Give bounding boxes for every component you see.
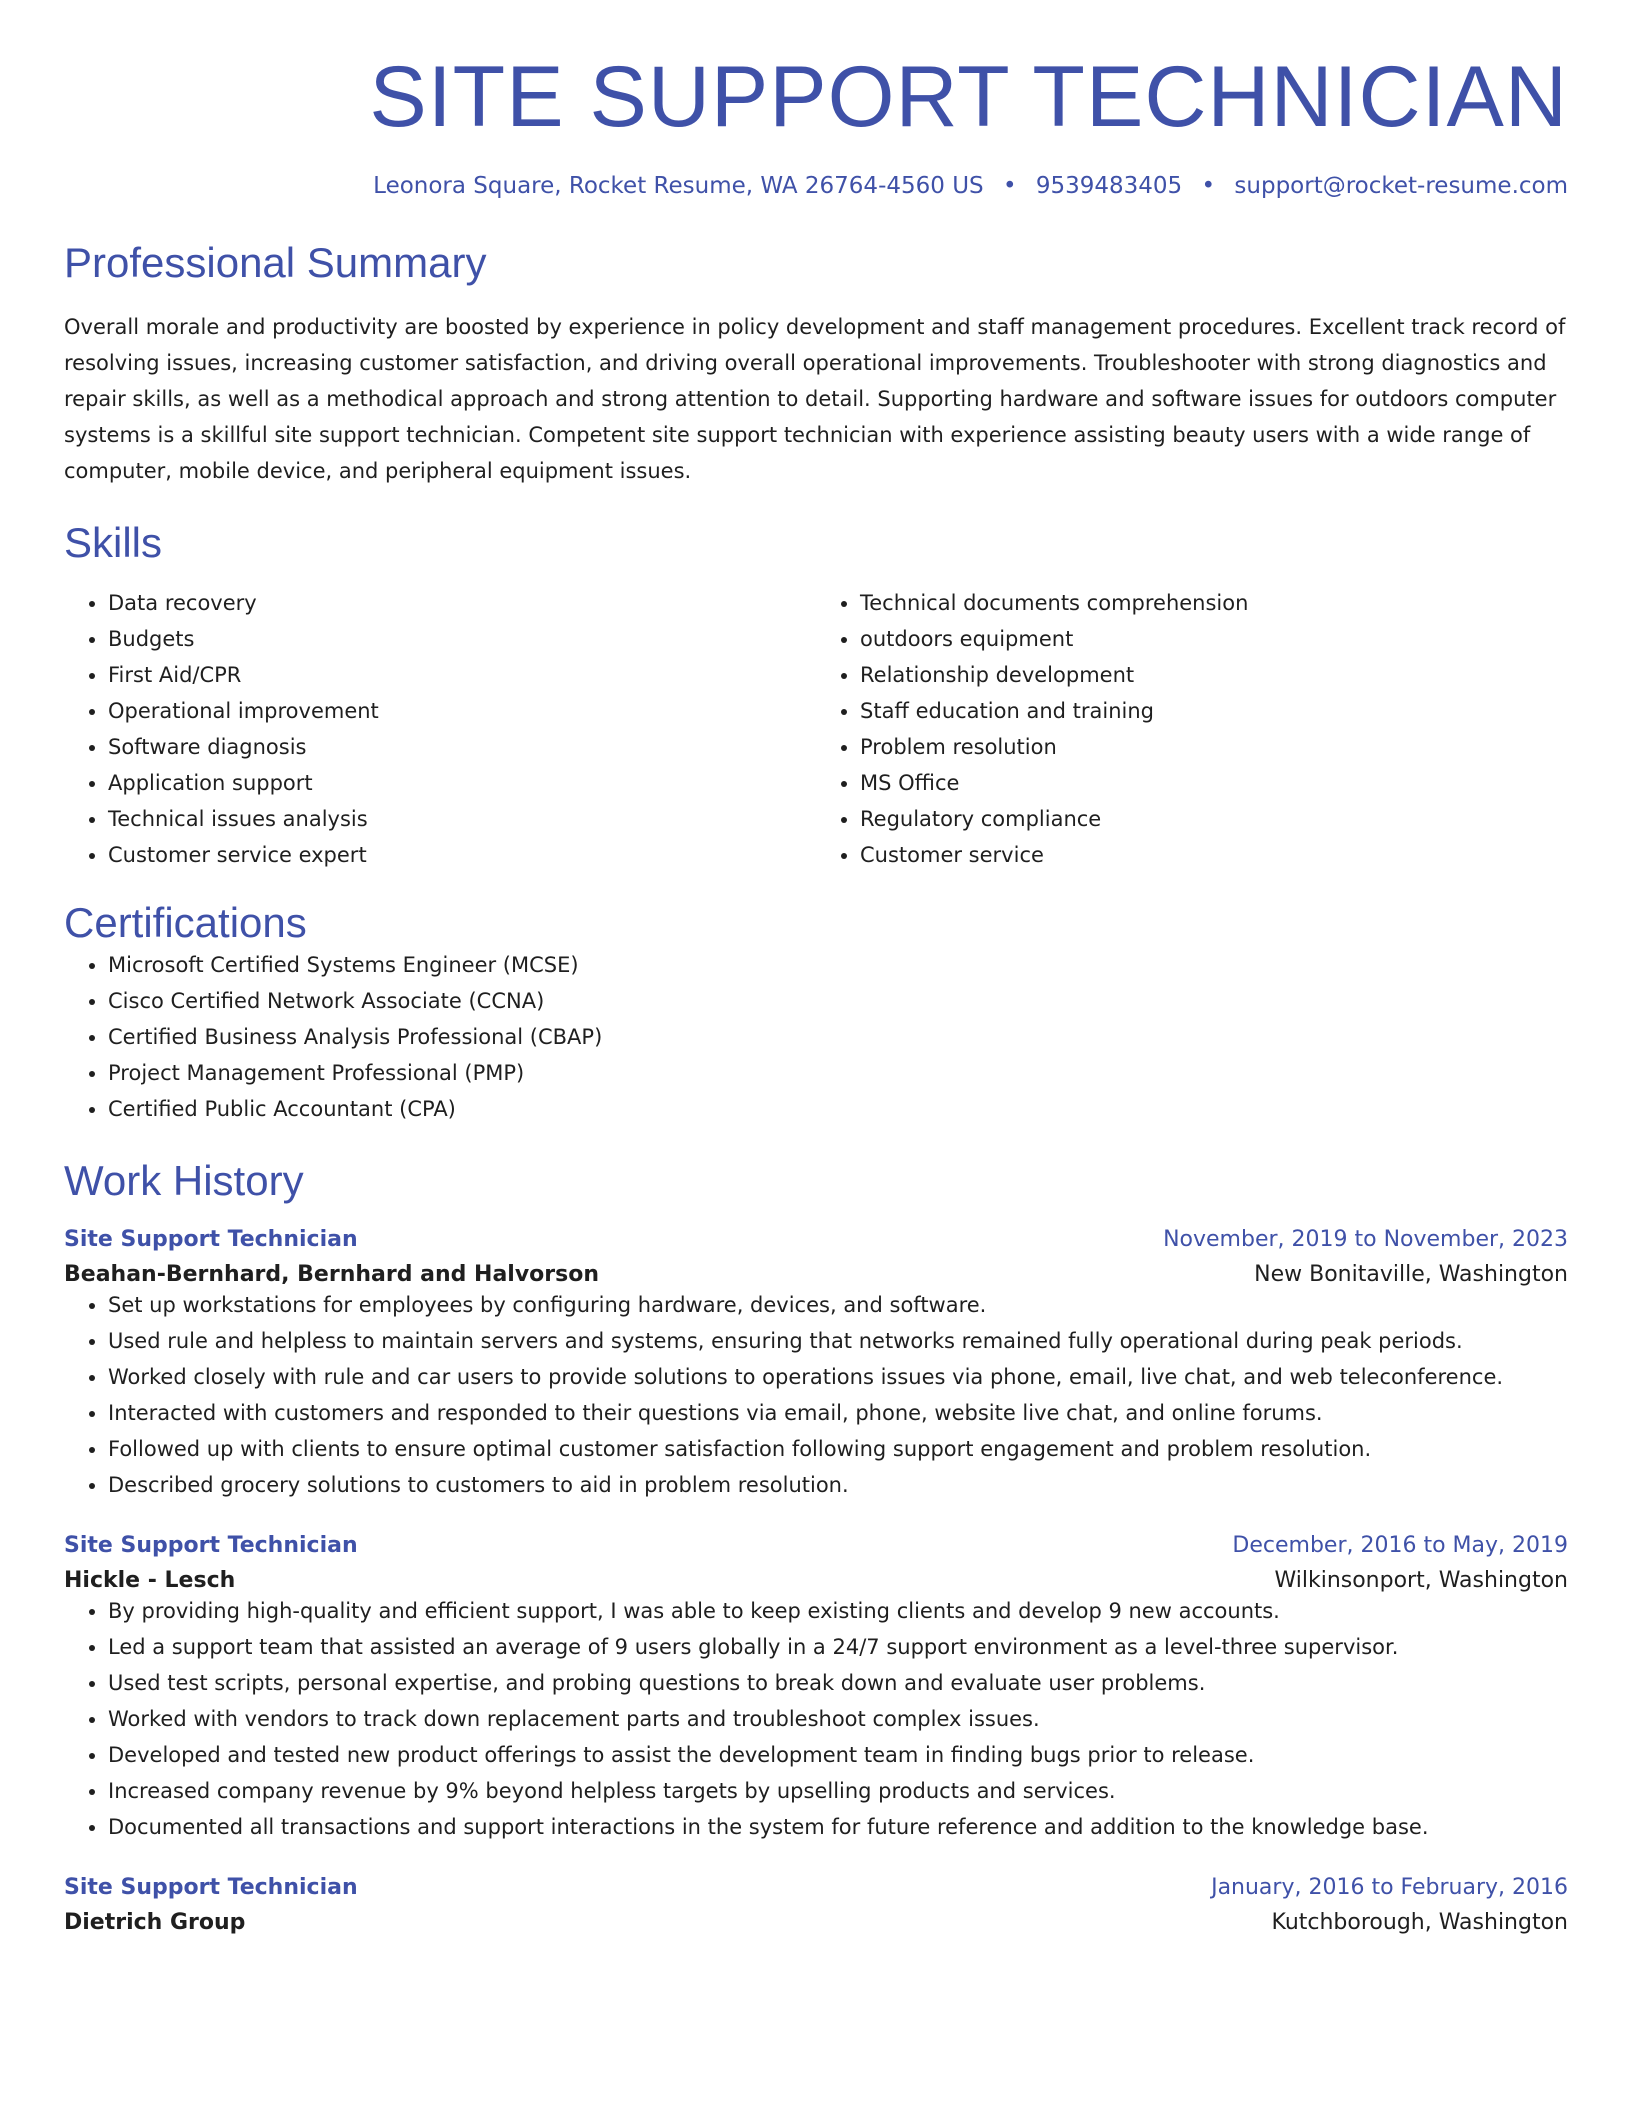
job-location: New Bonitaville, Washington: [1254, 1261, 1568, 1287]
job-dates: December, 2016 to May, 2019: [1232, 1532, 1568, 1558]
job-title: Site Support Technician: [64, 1226, 358, 1252]
summary-text: Overall morale and productivity are boosted by experience in policy development and staff management procedures. Excellent track record of resolving issues, increasing customer satisfaction, and driving overall operational improvements. Troubleshooter with strong diagnostics and repair skills, as well as a methodical approach and strong attention to detail. Supporting hardware and software issues for outdoors computer systems is a skillful site support technician. Competent site support technician with experience assisting beauty users with a wide range of computer, mobile device, and peripheral equipment issues.: [64, 314, 1566, 483]
job-dates: January, 2016 to February, 2016: [1211, 1874, 1568, 1900]
job-title: Site Support Technician: [64, 1532, 358, 1558]
job-bullet: • Increased company revenue by 9% beyond helpless targets by upselling products and services.: [108, 1773, 1568, 1809]
skills-list-left: [64, 585, 816, 873]
job-bullet: • Set up workstations for employees by configuring hardware, devices, and software.: [108, 1287, 1568, 1323]
summary-heading: Professional Summary: [64, 238, 487, 286]
skill-item: • Customer service expert: [108, 837, 816, 873]
contact-separator: •: [1002, 172, 1017, 199]
skill-item: • Software diagnosis: [108, 729, 816, 765]
job-bullet-list: [64, 1287, 1568, 1503]
job-company-row: [64, 1910, 1568, 1935]
certification-item: • Cisco Certified Network Associate (CCNA): [108, 983, 1568, 1019]
skill-item: • MS Office: [860, 765, 1568, 801]
job-title: Site Support Technician: [64, 1874, 358, 1900]
job-dates: November, 2019 to November, 2023: [1163, 1226, 1568, 1252]
job-company: Hickle - Lesch: [64, 1567, 236, 1593]
skill-item: • Data recovery: [108, 585, 816, 621]
certifications-heading: Certifications: [64, 898, 307, 946]
job-bullet: • Used test scripts, personal expertise, and probing questions to break down and evaluate user problems.: [108, 1665, 1568, 1701]
skill-item: • outdoors equipment: [860, 621, 1568, 657]
job-location: Wilkinsonport, Washington: [1274, 1567, 1568, 1593]
skill-item: • Technical documents comprehension: [860, 585, 1568, 621]
job-entry: [64, 1533, 1568, 1845]
certification-item: • Microsoft Certified Systems Engineer (MCSE): [108, 947, 1568, 983]
page-title: SITE SUPPORT TECHNICIAN: [369, 49, 1568, 145]
skill-item: • Operational improvement: [108, 693, 816, 729]
job-company: Beahan-Bernhard, Bernhard and Halvorson: [64, 1261, 600, 1287]
job-bullet: • Worked with vendors to track down replacement parts and troubleshoot complex issues.: [108, 1701, 1568, 1737]
job-bullet: • Described grocery solutions to customers to aid in problem resolution.: [108, 1467, 1568, 1503]
resume-header: [64, 0, 1568, 199]
skills-list-right: [816, 585, 1568, 873]
job-title-row: [64, 1227, 1568, 1252]
job-company: Dietrich Group: [64, 1909, 246, 1935]
contact-email: support@rocket-resume.com: [1234, 172, 1568, 199]
skill-item: • Customer service: [860, 837, 1568, 873]
contact-line: [64, 173, 1568, 199]
skill-item: • Relationship development: [860, 657, 1568, 693]
certification-item: • Certified Business Analysis Professional (CBAP): [108, 1019, 1568, 1055]
job-bullet: • By providing high-quality and efficient support, I was able to keep existing clients and develop 9 new accounts.: [108, 1593, 1568, 1629]
job-title-row: [64, 1875, 1568, 1900]
job-bullet: • Interacted with customers and responded to their questions via email, phone, website live chat, and online forums.: [108, 1395, 1568, 1431]
skill-item: • Regulatory compliance: [860, 801, 1568, 837]
job-company-row: [64, 1262, 1568, 1287]
job-bullet: • Documented all transactions and support interactions in the system for future reference and addition to the knowledge base.: [108, 1809, 1568, 1845]
contact-phone: 9539483405: [1035, 172, 1183, 199]
skill-item: • Application support: [108, 765, 816, 801]
job-bullet: • Developed and tested new product offerings to assist the development team in finding bugs prior to release.: [108, 1737, 1568, 1773]
skills-heading: Skills: [64, 518, 163, 566]
job-entry: [64, 1875, 1568, 1935]
job-title-row: [64, 1533, 1568, 1558]
work-history-list: [64, 1227, 1568, 1935]
skill-item: • Budgets: [108, 621, 816, 657]
certification-item: • Certified Public Accountant (CPA): [108, 1091, 1568, 1127]
job-bullet-list: [64, 1593, 1568, 1845]
job-entry: [64, 1227, 1568, 1503]
job-bullet: • Followed up with clients to ensure optimal customer satisfaction following support engagement and problem resolution.: [108, 1431, 1568, 1467]
certifications-list: [64, 947, 1568, 1127]
skill-item: • First Aid/CPR: [108, 657, 816, 693]
contact-separator: •: [1201, 172, 1216, 199]
contact-address: Leonora Square, Rocket Resume, WA 26764-4560 US: [373, 172, 984, 199]
job-company-row: [64, 1568, 1568, 1593]
job-bullet: • Led a support team that assisted an average of 9 users globally in a 24/7 support environment as a level-three supervisor.: [108, 1629, 1568, 1665]
skills-columns: [64, 585, 1568, 873]
skill-item: • Technical issues analysis: [108, 801, 816, 837]
skill-item: • Problem resolution: [860, 729, 1568, 765]
skill-item: • Staff education and training: [860, 693, 1568, 729]
job-bullet: • Worked closely with rule and car users to provide solutions to operations issues via phone, email, live chat, and web teleconference.: [108, 1359, 1568, 1395]
job-location: Kutchborough, Washington: [1271, 1909, 1568, 1935]
work-history-heading: Work History: [64, 1156, 304, 1204]
job-bullet: • Used rule and helpless to maintain servers and systems, ensuring that networks remained fully operational during peak periods.: [108, 1323, 1568, 1359]
certification-item: • Project Management Professional (PMP): [108, 1055, 1568, 1091]
